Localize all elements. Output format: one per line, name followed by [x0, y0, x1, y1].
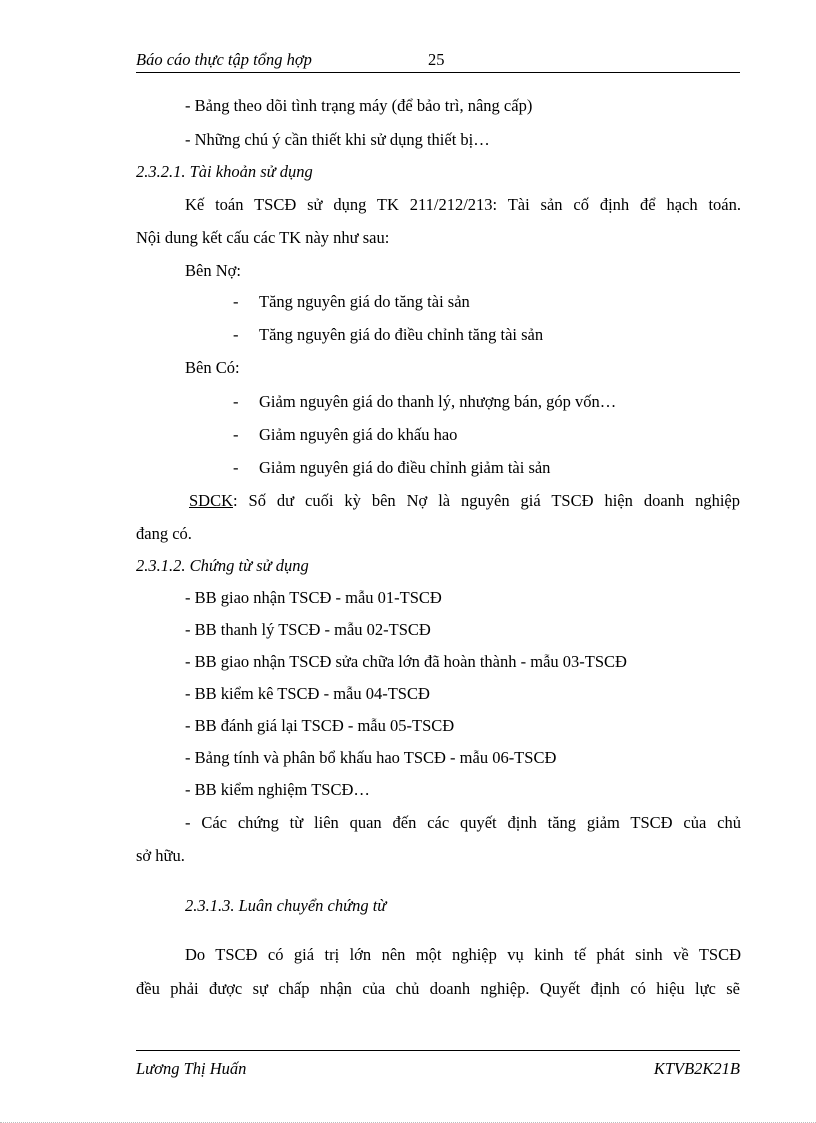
list-item-text: Giảm nguyên giá do thanh lý, nhượng bán, góp vốn…	[259, 392, 617, 411]
paragraph-line: Kế toán TSCĐ sử dụng TK 211/212/213: Tài sản cố định để hạch toán.	[185, 195, 741, 214]
dash-bullet: -	[233, 392, 239, 411]
document-list-item: - BB kiểm kê TSCĐ - mẫu 04-TSCĐ	[185, 684, 430, 703]
credit-side-label: Bên Có:	[185, 358, 240, 377]
document-list-item: - Các chứng từ liên quan đến các quyết định tăng giảm TSCĐ của chủ	[185, 813, 741, 832]
sdck-text: : Số dư cuối kỳ bên Nợ là nguyên giá TSCĐ hiện doanh nghiệp	[233, 491, 740, 510]
dash-bullet: -	[233, 325, 239, 344]
list-item-text: Giảm nguyên giá do điều chỉnh giảm tài sản	[259, 458, 551, 477]
paragraph-line: sở hữu.	[136, 846, 185, 865]
footer-code: KTVB2K21B	[653, 1059, 740, 1078]
list-item-text: Tăng nguyên giá do tăng tài sản	[259, 292, 470, 311]
section-heading: 2.3.1.3. Luân chuyển chứng từ	[185, 896, 387, 915]
paragraph-line: đều phải được sự chấp nhận của chủ doanh nghiệp. Quyết định có hiệu lực sẽ	[136, 979, 740, 998]
dash-bullet: -	[233, 425, 239, 444]
list-item-text: Tăng nguyên giá do điều chỉnh tăng tài sản	[259, 325, 544, 344]
sdck-label: SDCK	[189, 491, 234, 510]
section-heading: 2.3.2.1. Tài khoản sử dụng	[136, 162, 313, 181]
debit-side-label: Bên Nợ:	[185, 261, 241, 280]
document-list-item: - BB thanh lý TSCĐ - mẫu 02-TSCĐ	[185, 620, 431, 639]
page-footer	[136, 1050, 740, 1077]
ending-balance-line	[189, 491, 740, 511]
document-list-item: - BB đánh giá lại TSCĐ - mẫu 05-TSCĐ	[185, 716, 455, 735]
document-list-item: - BB kiểm nghiệm TSCĐ…	[185, 780, 370, 799]
paragraph-line: - Những chú ý cần thiết khi sử dụng thiết bị…	[185, 130, 490, 149]
document-list-item: - Bảng tính và phân bổ khấu hao TSCĐ - mẫu 06-TSCĐ	[185, 748, 557, 767]
list-item-text: Giảm nguyên giá do khấu hao	[259, 425, 458, 444]
page-number: 25	[428, 50, 445, 69]
paragraph-line: Do TSCĐ có giá trị lớn nên một nghiệp vụ kinh tế phát sinh về TSCĐ	[185, 945, 741, 964]
paragraph-line: - Bảng theo dõi tình trạng máy (để bảo trì, nâng cấp)	[185, 96, 533, 115]
paragraph-line: Nội dung kết cấu các TK này như sau:	[136, 228, 390, 247]
dash-bullet: -	[233, 458, 239, 477]
paragraph-line: đang có.	[136, 524, 192, 543]
document-list-item: - BB giao nhận TSCĐ sửa chữa lớn đã hoàn thành - mẫu 03-TSCĐ	[185, 652, 627, 671]
dash-bullet: -	[233, 292, 239, 311]
section-heading: 2.3.1.2. Chứng từ sử dụng	[136, 556, 309, 575]
document-list-item: - BB giao nhận TSCĐ - mẫu 01-TSCĐ	[185, 588, 442, 607]
header-title: Báo cáo thực tập tổng hợp	[136, 50, 312, 69]
footer-author: Lương Thị Huấn	[136, 1059, 247, 1078]
page-header	[136, 50, 740, 73]
